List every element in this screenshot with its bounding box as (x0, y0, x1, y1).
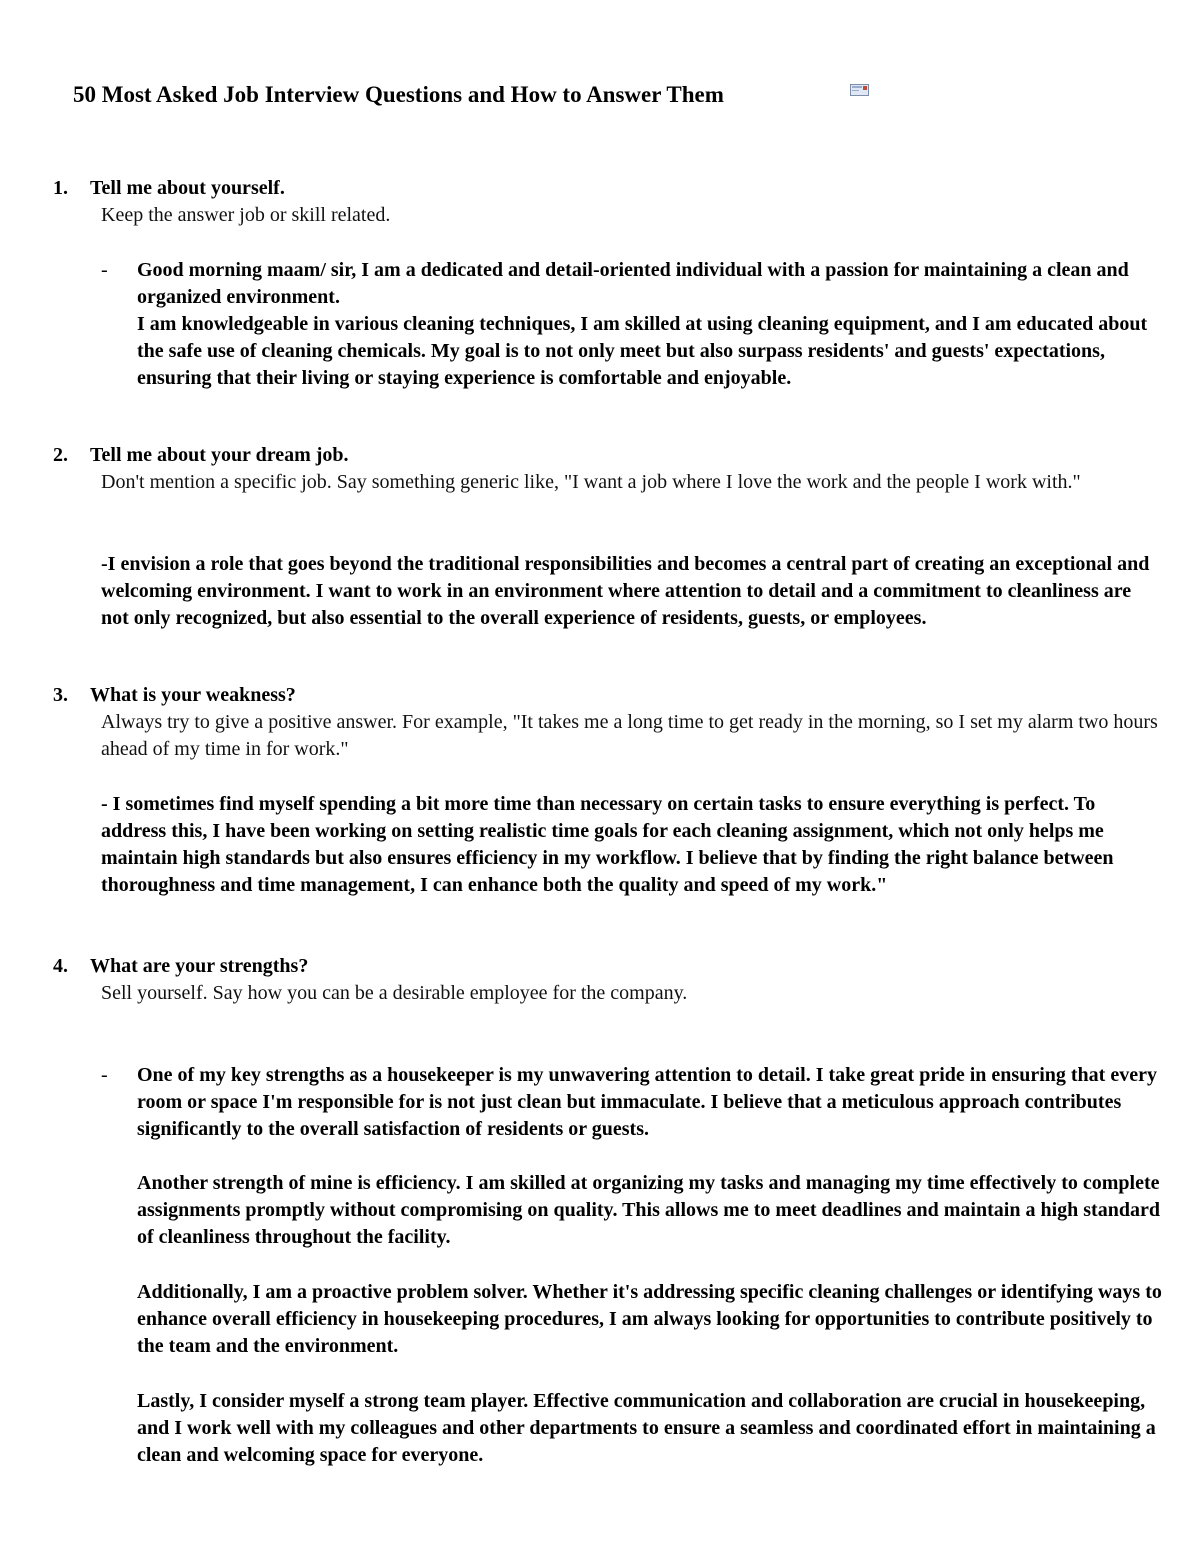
answer-paragraph: -I envision a role that goes beyond the traditional responsibilities and becomes a central part of creating an exceptional and welcoming environment. I want to work in an environment where attention to detail and a commitment to cleanliness are not only recognized, but also essential to the overall experience of residents, guests, or employees. (101, 553, 1150, 629)
answer-paragraph: Another strength of mine is efficiency. I am skilled at organizing my tasks and managing my time effectively to complete assignments promptly without compromising on quality. This allows me to meet deadlines and maintain a high standard of cleanliness throughout the facility. (137, 1172, 1160, 1248)
question-number: 3. (53, 684, 68, 706)
answer-hint: Keep the answer job or skill related. (101, 204, 391, 226)
question-text: What is your weakness? (90, 684, 296, 706)
answer-paragraph: Lastly, I consider myself a strong team player. Effective communication and collaboration are crucial in housekeeping, and I work well with my colleagues and other departments to ensure a seamless and coordinated effort in maintaining a clean and welcoming space for everyone. (137, 1390, 1156, 1466)
answer-paragraph: One of my key strengths as a housekeeper is my unwavering attention to detail. I take great pride in ensuring that every room or space I'm responsible for is not just clean but immaculate. I believe that a meticulous approach contributes significantly to the overall satisfaction of residents or guests. (137, 1064, 1157, 1140)
answer-bullet: - (101, 259, 108, 281)
answer-hint: Always try to give a positive answer. For example, "It takes me a long time to get ready in the morning, so I set my alarm two hours ahead of my time in for work." (101, 711, 1158, 760)
answer-paragraph: Additionally, I am a proactive problem solver. Whether it's addressing specific cleaning challenges or identifying ways to enhance overall efficiency in housekeeping procedures, I am always looking for opportunities to contribute positively to the team and the environment. (137, 1281, 1162, 1357)
question-number: 1. (53, 177, 68, 199)
question-text: Tell me about your dream job. (90, 444, 349, 466)
answer-paragraph: Good morning maam/ sir, I am a dedicated and detail-oriented individual with a passion for maintaining a clean and organized environment. (137, 259, 1129, 308)
answer-hint: Sell yourself. Say how you can be a desirable employee for the company. (101, 982, 688, 1004)
answer-paragraph: I am knowledgeable in various cleaning techniques, I am skilled at using cleaning equipment, and I am educated about the safe use of cleaning chemicals. My goal is to not only meet but also surpass residents' and guests' expectations, ensuring that their living or staying experience is comfortable and enjoyable. (137, 313, 1148, 389)
answer-hint: Don't mention a specific job. Say something generic like, "I want a job where I love the work and the people I work with." (101, 471, 1081, 493)
question-number: 2. (53, 444, 68, 466)
question-text: Tell me about yourself. (90, 177, 285, 199)
mail-envelope-icon (850, 84, 869, 96)
question-text: What are your strengths? (90, 955, 309, 977)
answer-paragraph: - I sometimes find myself spending a bit more time than necessary on certain tasks to ensure everything is perfect. To address this, I have been working on setting realistic time goals for each cleaning assignment, which not only helps me maintain high standards but also ensures efficiency in my workflow. I believe that by finding the right balance between thoroughness and time management, I can enhance both the quality and speed of my work." (101, 793, 1114, 896)
page-title: 50 Most Asked Job Interview Questions and How to Answer Them (73, 82, 724, 107)
answer-bullet: - (101, 1064, 108, 1086)
question-number: 4. (53, 955, 68, 977)
